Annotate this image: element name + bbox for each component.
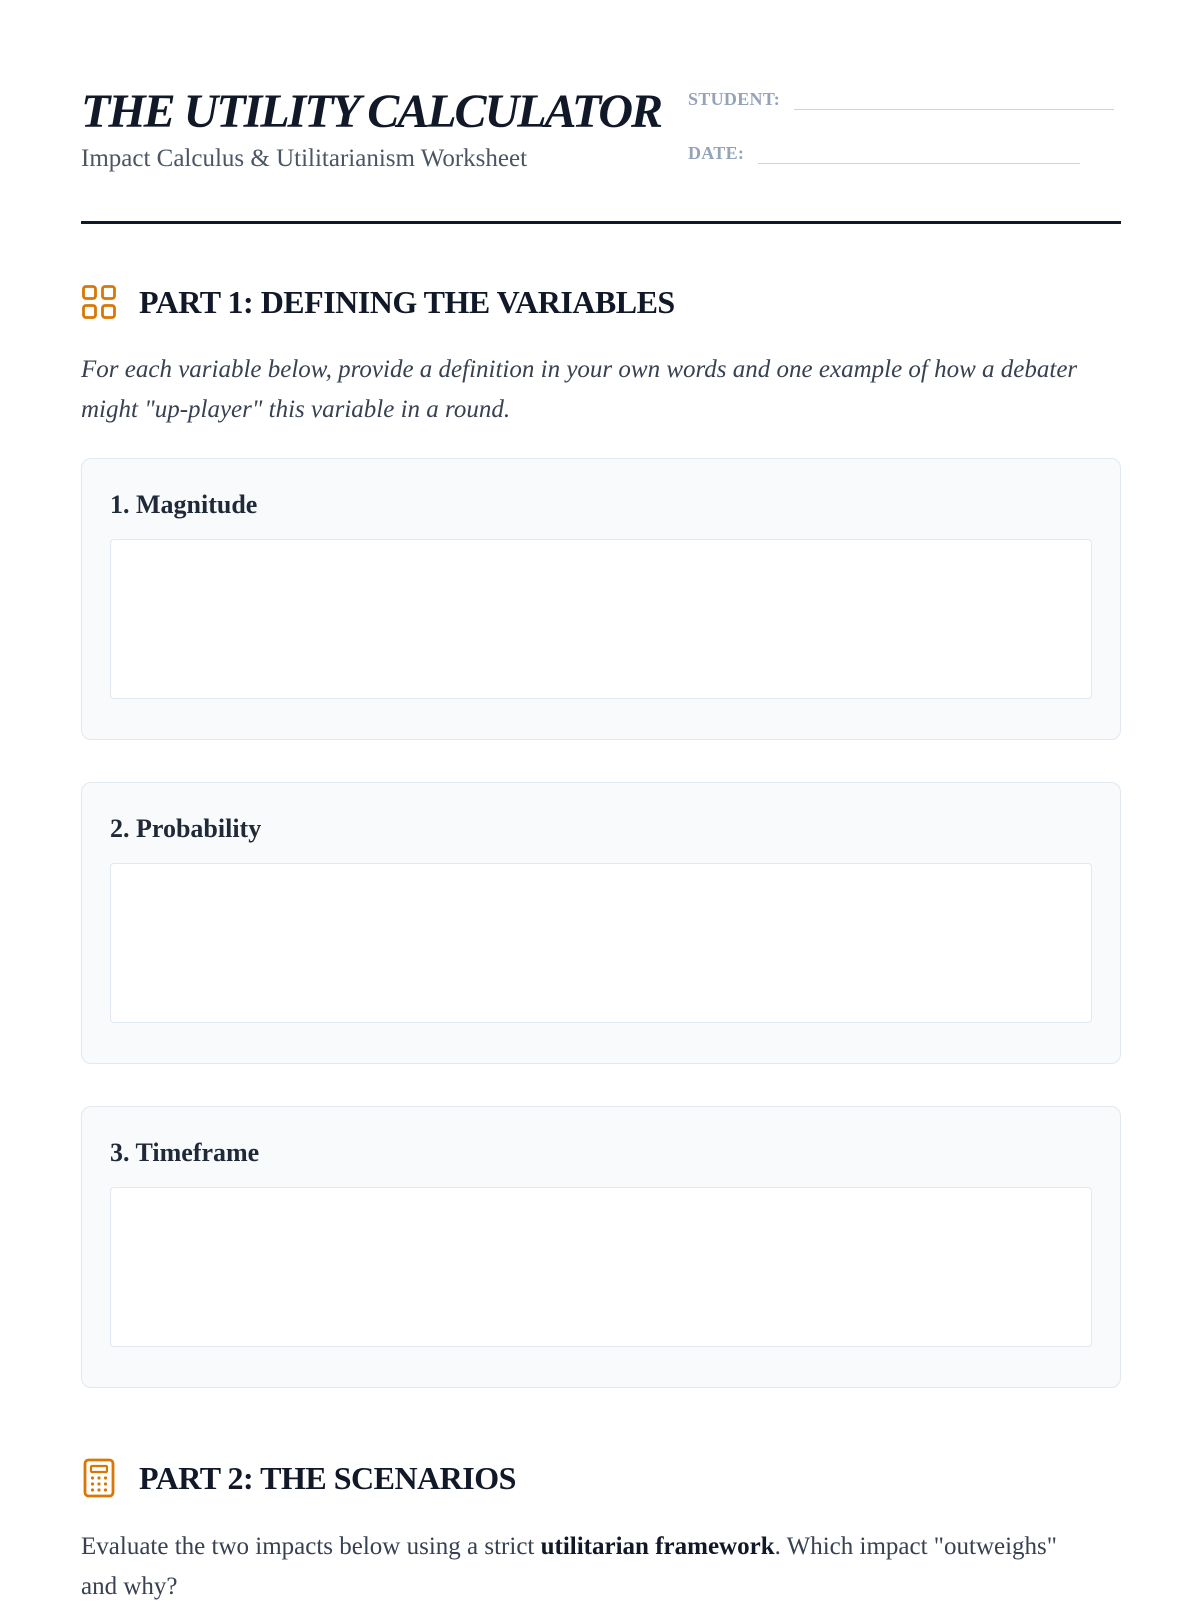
student-name-line[interactable] <box>794 89 1114 110</box>
date-label: DATE: <box>688 143 745 163</box>
worksheet-page <box>81 0 1121 1600</box>
variable-label: 1. Magnitude <box>110 490 258 519</box>
part2-instructions-end: . Which impact "outweighs" and why? <box>81 1533 1057 1600</box>
variable-label: 2. Probability <box>110 814 262 843</box>
date-field <box>688 142 1080 164</box>
variable-label: 3. Timeframe <box>110 1138 260 1167</box>
part2-title: PART 2: THE SCENARIOS <box>139 1460 516 1496</box>
part2-instructions-emphasis: utilitarian framework <box>540 1533 775 1560</box>
timeframe-answer-box[interactable] <box>110 1187 1092 1347</box>
magnitude-answer-box[interactable] <box>110 539 1092 699</box>
probability-answer-box[interactable] <box>110 863 1092 1023</box>
calculator-icon <box>81 1458 117 1498</box>
worksheet-header <box>81 0 1121 224</box>
part1-heading <box>81 282 675 322</box>
part1-instructions: For each variable below, provide a definition in your own words and one example of how a debater might "up-player" this variable in a round. <box>81 356 1078 423</box>
part2-heading <box>81 1458 516 1498</box>
worksheet-subtitle: Impact Calculus & Utilitarianism Worksheet <box>81 145 528 172</box>
worksheet-title: THE UTILITY CALCULATOR <box>81 85 662 138</box>
part2-instructions-start: Evaluate the two impacts below using a strict <box>81 1533 541 1560</box>
grid-icon <box>81 282 117 322</box>
student-field <box>688 88 1114 110</box>
variable-card-timeframe <box>81 1106 1121 1388</box>
variable-card-magnitude <box>81 458 1121 740</box>
date-line[interactable] <box>758 143 1080 164</box>
part2-instructions <box>81 1527 1081 1607</box>
variable-card-probability <box>81 782 1121 1064</box>
part1-title: PART 1: DEFINING THE VARIABLES <box>139 284 675 320</box>
student-label: STUDENT: <box>688 89 781 109</box>
